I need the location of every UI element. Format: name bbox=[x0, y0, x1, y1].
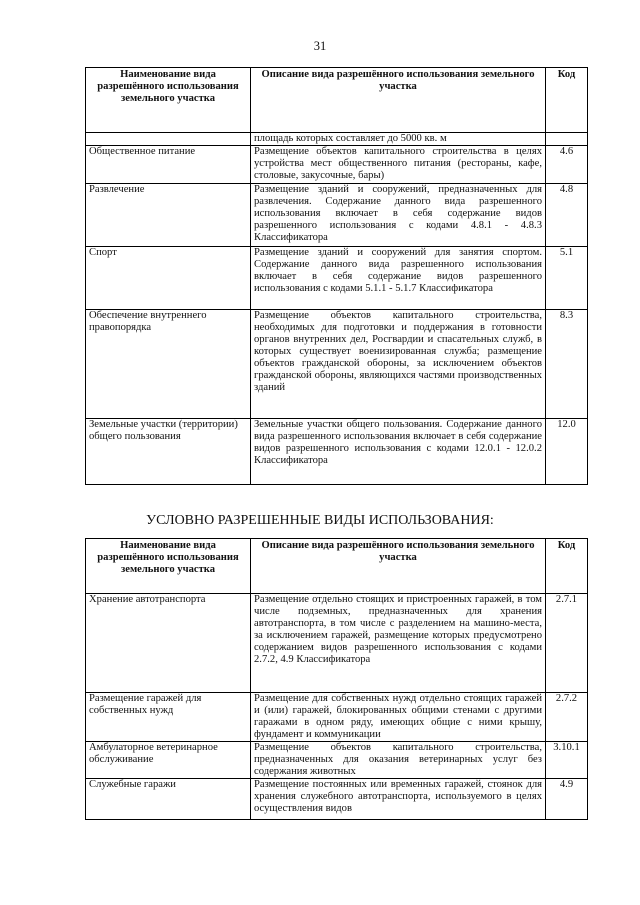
use-code: 3.10.1 bbox=[546, 742, 588, 779]
header-name: Наименование вида разрешённого использования земельного участка bbox=[86, 539, 251, 594]
use-description: Размещение зданий и сооружений для занятия спортом. Содержание данного вида разрешенного использования включает в себя содержание видов разрешенного использования с кодами 5.1.1 - 5.1.7 Классификатора bbox=[251, 247, 546, 310]
use-code: 2.7.1 bbox=[546, 594, 588, 693]
page-number: 31 bbox=[313, 39, 327, 53]
use-code: 4.6 bbox=[546, 146, 588, 184]
use-code: 4.8 bbox=[546, 184, 588, 247]
use-name: Развлечение bbox=[86, 184, 251, 247]
use-name bbox=[86, 133, 251, 146]
use-code: 4.9 bbox=[546, 779, 588, 820]
table-row bbox=[86, 779, 588, 820]
use-name: Хранение автотранспорта bbox=[86, 594, 251, 693]
use-description: Размещение зданий и сооружений, предназначенных для развлечения. Содержание данного вида разрешенного использования включает в себя содержание видов разрешенного использования с кодами 4.8.1 - 4.8.3 Классификатора bbox=[251, 184, 546, 247]
use-description: Размещение объектов капитального строительства в целях устройства мест общественного питания (рестораны, кафе, столовые, закусочные, бары) bbox=[251, 146, 546, 184]
table-row bbox=[86, 146, 588, 184]
use-description: Размещение отдельно стоящих и пристроенных гаражей, в том числе подземных, предназначенных для хранения автотранспорта, в том числе с разделением на машино-места, за исключением гаражей, размещение которых предусмотрено содержанием видов разрешенного использования с кодами 2.7.2, 4.9 Классификатора bbox=[251, 594, 546, 693]
permitted-uses-table bbox=[85, 67, 588, 485]
header-code: Код bbox=[546, 68, 588, 133]
use-description: Размещение для собственных нужд отдельно стоящих гаражей и (или) гаражей, блокированных общими стенами с другими гаражами в одном ряду, имеющих общие с ними крышу, фундамент и коммуникации bbox=[251, 693, 546, 742]
use-description: Размещение постоянных или временных гаражей, стоянок для хранения служебного автотранспорта, используемого в целях осуществления видов bbox=[251, 779, 546, 820]
table-row bbox=[86, 133, 588, 146]
use-description: Размещение объектов капитального строительства, необходимых для подготовки и поддержания в готовности органов внутренних дел, Росгвардии и спасательных служб, в которых существует военизированная служба; размещение объектов гражданской обороны, за исключением объектов гражданской обороны, являющихся частями производственных зданий bbox=[251, 310, 546, 419]
table-row bbox=[86, 184, 588, 247]
table-header-row bbox=[86, 539, 588, 594]
use-description: Земельные участки общего пользования. Содержание данного вида разрешенного использования включает в себя содержание видов разрешенного использования с кодами 12.0.1 - 12.0.2 Классификатора bbox=[251, 419, 546, 485]
header-description: Описание вида разрешённого использования земельного участка bbox=[251, 539, 546, 594]
use-name: Амбулаторное ветеринарное обслуживание bbox=[86, 742, 251, 779]
use-description: Размещение объектов капитального строительства, предназначенных для оказания ветеринарных услуг без содержания животных bbox=[251, 742, 546, 779]
section-title: УСЛОВНО РАЗРЕШЕННЫЕ ВИДЫ ИСПОЛЬЗОВАНИЯ: bbox=[146, 513, 494, 528]
use-code: 12.0 bbox=[546, 419, 588, 485]
use-name: Служебные гаражи bbox=[86, 779, 251, 820]
header-description: Описание вида разрешённого использования земельного участка bbox=[251, 68, 546, 133]
table-row bbox=[86, 247, 588, 310]
header-code: Код bbox=[546, 539, 588, 594]
table-row bbox=[86, 310, 588, 419]
header-name: Наименование вида разрешённого использования земельного участка bbox=[86, 68, 251, 133]
use-name: Общественное питание bbox=[86, 146, 251, 184]
use-name: Обеспечение внутреннего правопорядка bbox=[86, 310, 251, 419]
table-header-row bbox=[86, 68, 588, 133]
table-row bbox=[86, 419, 588, 485]
table-row bbox=[86, 594, 588, 693]
conditional-uses-table bbox=[85, 538, 588, 820]
use-name: Размещение гаражей для собственных нужд bbox=[86, 693, 251, 742]
use-code: 2.7.2 bbox=[546, 693, 588, 742]
use-code bbox=[546, 133, 588, 146]
use-code: 5.1 bbox=[546, 247, 588, 310]
use-name: Земельные участки (территории) общего пользования bbox=[86, 419, 251, 485]
table-row bbox=[86, 693, 588, 742]
table-row bbox=[86, 742, 588, 779]
use-name: Спорт bbox=[86, 247, 251, 310]
use-code: 8.3 bbox=[546, 310, 588, 419]
use-description: площадь которых составляет до 5000 кв. м bbox=[251, 133, 546, 146]
